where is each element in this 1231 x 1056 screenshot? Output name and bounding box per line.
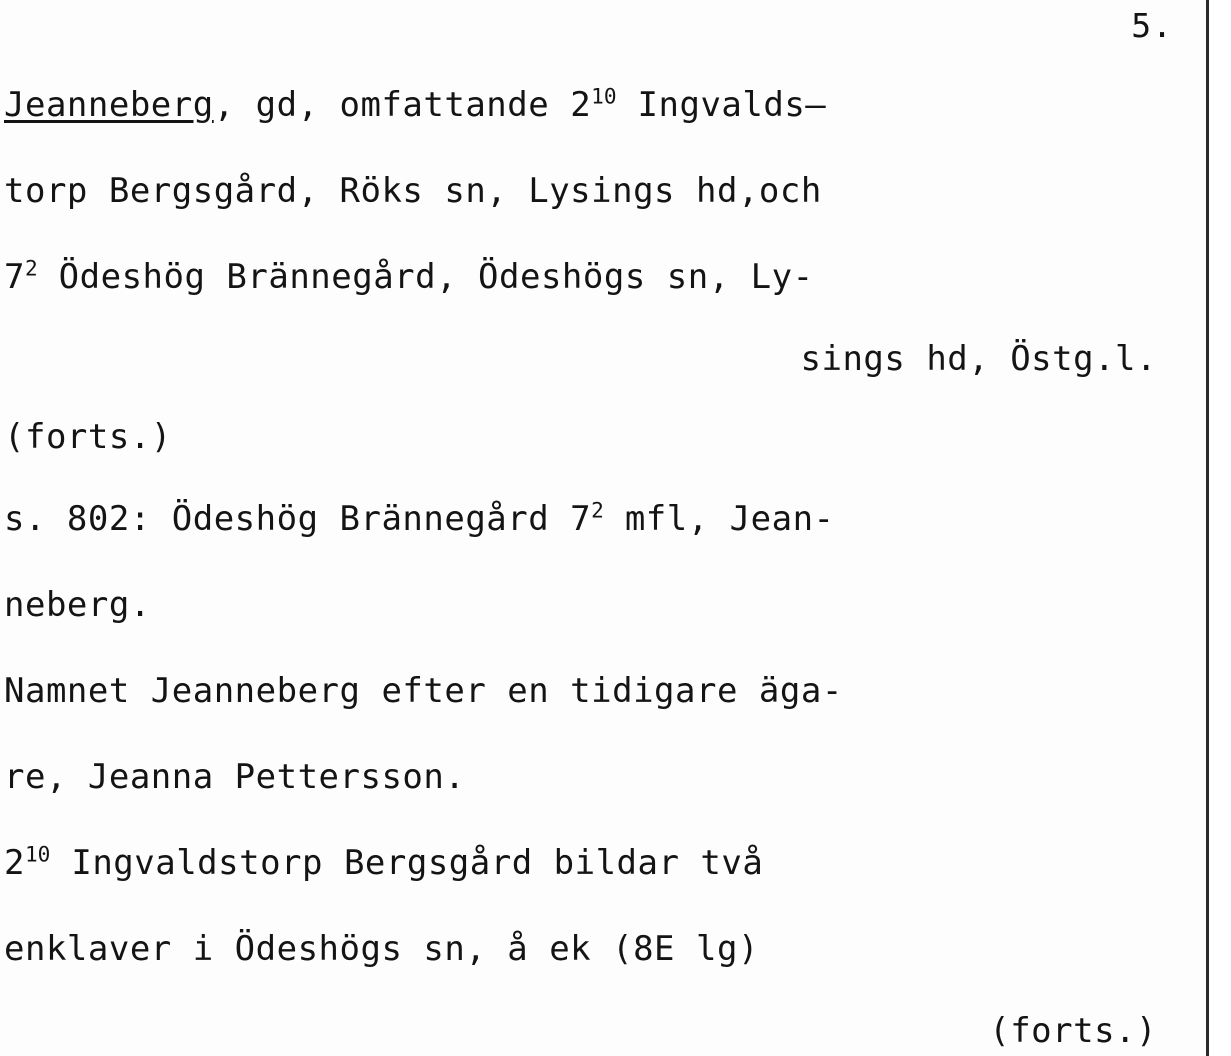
document-body: [4, 62, 1191, 1056]
text-line: [4, 992, 1191, 1056]
text-line: [4, 648, 1191, 734]
page-number: 5.: [1131, 6, 1173, 45]
text-line: [4, 62, 1191, 148]
line-text: 7: [4, 257, 25, 297]
text-line: [4, 562, 1191, 648]
superscript: 2: [591, 497, 604, 523]
line-text: Namnet Jeanneberg efter en tidigare äga-: [4, 671, 843, 711]
line-text: s. 802: Ödeshög Brännegård 7: [4, 499, 592, 539]
text-line: [4, 320, 1191, 398]
line-text: torp Bergsgård, Röks sn, Lysings hd,och: [4, 171, 822, 211]
text-line: [4, 234, 1191, 320]
headword: Jeanneberg: [4, 85, 214, 125]
text-line: [4, 906, 1191, 992]
text-line: [4, 734, 1191, 820]
text-line: [4, 398, 1191, 476]
line-text: enklaver i Ödeshögs sn, å ek (8E lg): [4, 929, 759, 969]
line-text: 2: [4, 843, 25, 883]
text-line: [4, 148, 1191, 234]
line-text: (forts.): [4, 417, 172, 457]
text-line: [4, 476, 1191, 562]
line-text: sings hd, Östg.l.: [800, 339, 1157, 379]
scan-edge: [1206, 0, 1231, 1056]
line-text: re, Jeanna Pettersson.: [4, 757, 466, 797]
superscript: 2: [24, 255, 38, 281]
text-line: [4, 820, 1191, 906]
line-tail: Ödeshög Brännegård, Ödeshögs sn, Ly-: [37, 257, 814, 297]
line-tail: Ingvaldstorp Bergsgård bildar två: [50, 843, 764, 883]
line-tail: Ingvalds—: [616, 85, 827, 125]
line-text: neberg.: [4, 585, 151, 625]
line-tail: mfl, Jean-: [603, 499, 835, 539]
line-text: (forts.): [989, 1011, 1157, 1051]
superscript: 10: [591, 83, 617, 109]
line-text: , gd, omfattande 2: [213, 85, 592, 125]
superscript: 10: [24, 841, 51, 867]
